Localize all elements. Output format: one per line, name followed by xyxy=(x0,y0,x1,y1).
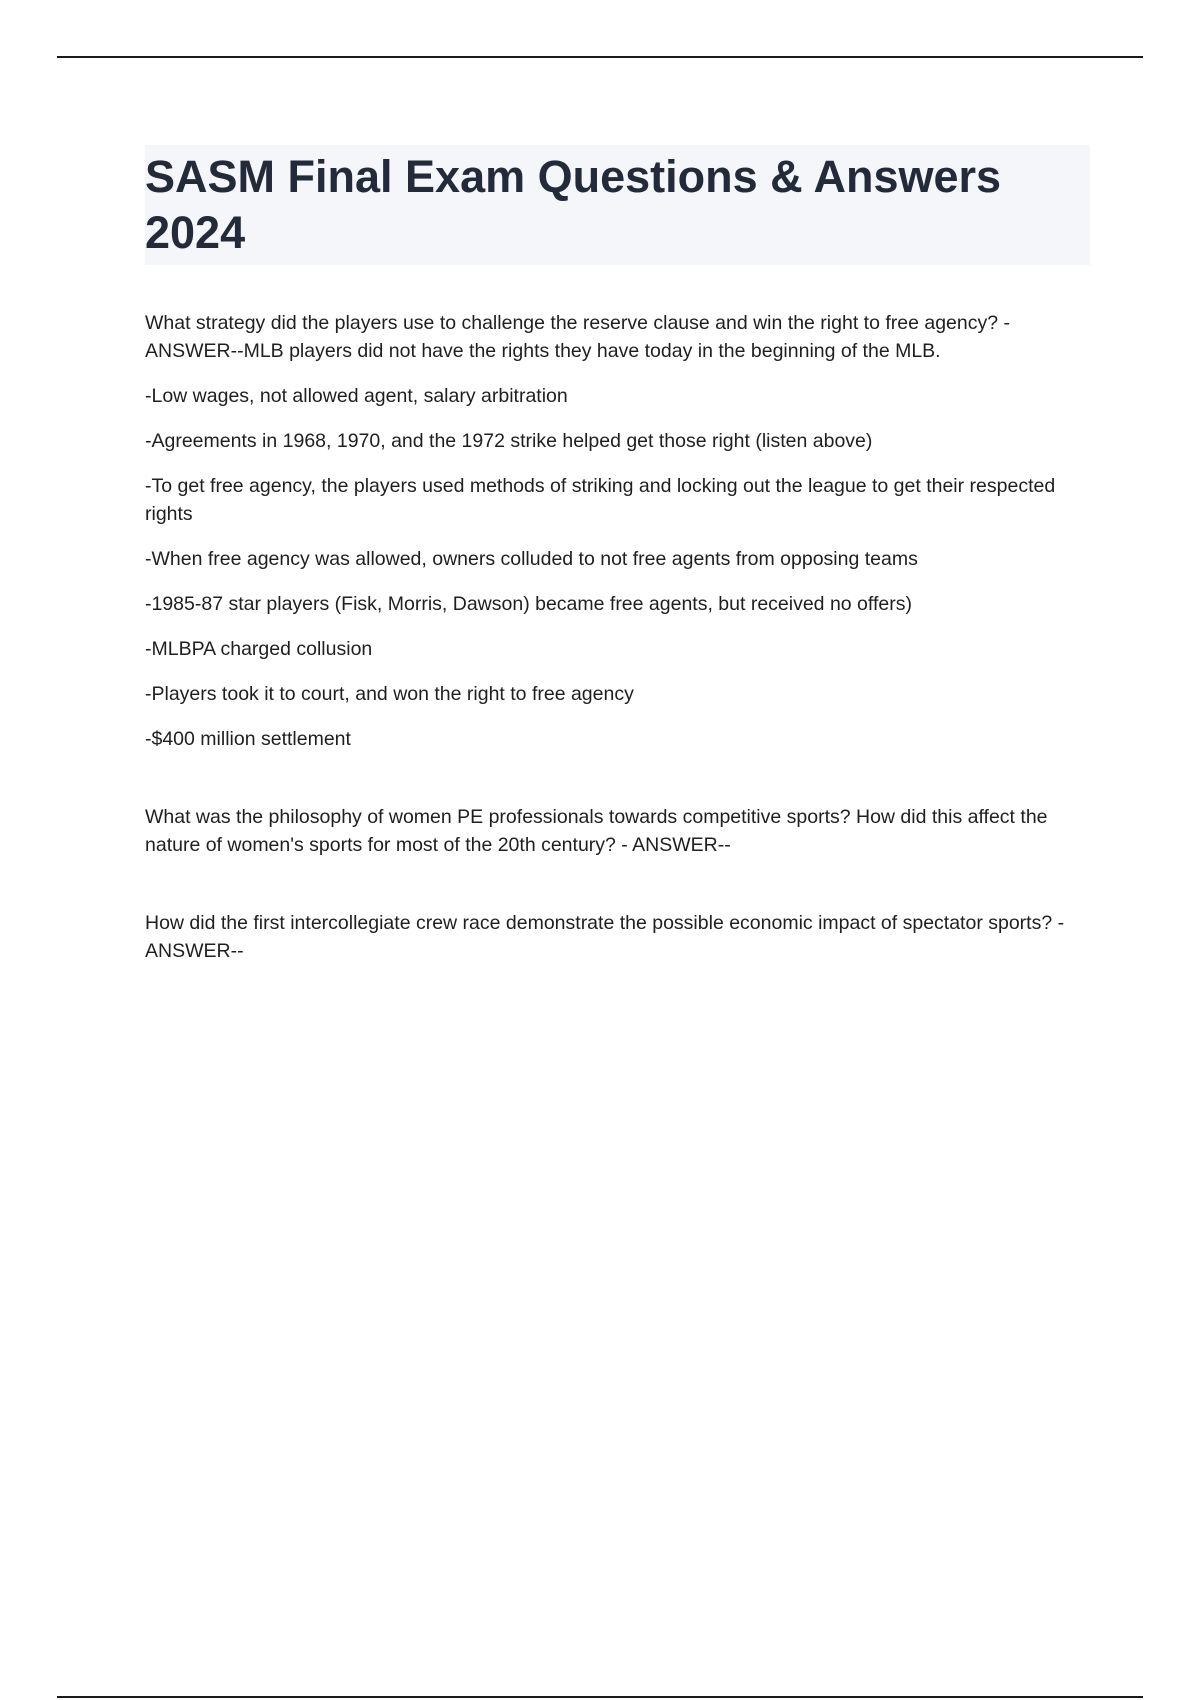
question-paragraph: What strategy did the players use to challenge the reserve clause and win the right to free agency? - ANSWER--MLB players did not have the rights they have today in the beginning of the MLB. xyxy=(145,312,1010,362)
answer-line: -Players took it to court, and won the right to free agency xyxy=(145,683,634,705)
document-title: SASM Final Exam Questions & Answers 2024 xyxy=(145,151,1002,258)
qa-item-3 xyxy=(145,909,1090,965)
qa-item-2 xyxy=(145,803,1090,859)
question-paragraph: What was the philosophy of women PE professionals towards competitive sports? How did this affect the nature of women's sports for most of the 20th century? - ANSWER-- xyxy=(145,806,1048,856)
answer-line: -1985-87 star players (Fisk, Morris, Dawson) became free agents, but received no offers) xyxy=(145,593,912,615)
answer-line: -When free agency was allowed, owners colluded to not free agents from opposing teams xyxy=(145,548,918,570)
bottom-rule xyxy=(57,1696,1143,1698)
qa-item-1 xyxy=(145,309,1090,753)
top-rule xyxy=(57,56,1143,58)
document-body xyxy=(145,145,1090,982)
answer-line: -Agreements in 1968, 1970, and the 1972 strike helped get those right (listen above) xyxy=(145,430,873,452)
answer-line: -MLBPA charged collusion xyxy=(145,638,373,660)
answer-line: -Low wages, not allowed agent, salary arbitration xyxy=(145,385,568,407)
answer-line: -To get free agency, the players used methods of striking and locking out the league to get their respected rights xyxy=(145,475,1056,525)
question-paragraph: How did the first intercollegiate crew race demonstrate the possible economic impact of spectator sports? - ANSWER-- xyxy=(145,912,1065,962)
answer-line: -$400 million settlement xyxy=(145,728,351,750)
title-banner xyxy=(145,145,1090,265)
